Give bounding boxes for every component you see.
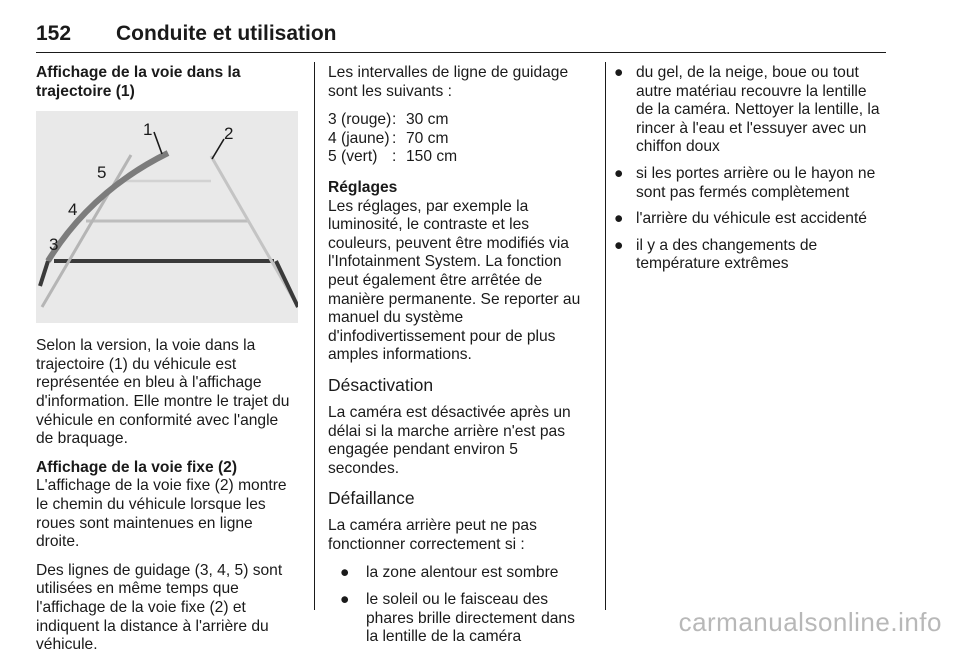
page-number: 152 (36, 22, 72, 45)
chapter-title: Conduite et utilisation (116, 22, 337, 45)
list-item (328, 591, 590, 647)
table-row (328, 148, 457, 167)
bullet-icon: ● (340, 564, 350, 582)
bullet-icon: ● (614, 64, 624, 81)
column-2 (328, 64, 590, 655)
interval-label: 3 (rouge) (328, 111, 392, 129)
list-item (612, 165, 888, 202)
interval-label: 4 (jaune) (328, 129, 390, 147)
interval-separator: : (392, 129, 397, 147)
interval-value: 150 cm (406, 148, 458, 166)
interval-separator: : (392, 111, 397, 129)
fixed-lane-text: L'affichage de la voie fixe (2) montre le chemin du véhicule lorsque les roues sont maintenues en ligne droite. (36, 477, 287, 551)
guide-lines-text: Des lignes de guidage (3, 4, 5) sont utilisées en même temps que l'affichage de la voie fixe (2) et indiquent la distance à l'arrière du véhicule. (36, 561, 283, 654)
settings-text: Les réglages, par exemple la luminosité, le contraste et les couleurs, peuvent être modifiés via l'Infotainment System. La fonction peut également être arrêtée de manière permanente. Se reporter au manuel du système d'infodivertissement pour de plus amples informations. (328, 197, 581, 364)
deactivation-heading: Désactivation (328, 374, 434, 395)
page-header (36, 22, 886, 53)
column-1 (36, 64, 298, 665)
bullet-icon: ● (614, 236, 624, 254)
list-item-text: si les portes arrière ou le hayon ne sont pas fermés complètement (636, 164, 876, 201)
column-divider-1 (314, 62, 315, 610)
list-item-text: le soleil ou le faisceau des phares brille directement dans la lentille de la caméra (366, 591, 575, 646)
list-item (612, 64, 888, 157)
figure-label-4: 4 (68, 200, 78, 220)
deactivation-text: La caméra est désactivée après un délai si la marche arrière n'est pas engagée pendant environ 5 secondes. (328, 403, 571, 477)
bullet-icon: ● (340, 591, 350, 609)
fixed-lane-heading: Affichage de la voie fixe (2) (36, 458, 238, 476)
figure-label-3: 3 (49, 235, 59, 255)
list-item-text: l'arrière du véhicule est accidenté (636, 210, 867, 228)
column-divider-2 (605, 62, 606, 610)
table-row (328, 111, 457, 130)
interval-label: 5 (vert) (328, 148, 378, 166)
column-3 (612, 64, 888, 282)
table-row (328, 130, 457, 149)
watermark: carmanualsonline.info (678, 607, 942, 637)
list-item-text: du gel, de la neige, boue ou tout autre matériau recouvre la lentille de la caméra. Nettoyer la lentille, la rincer à l'eau et l'essuyer avec un chiffon doux (636, 64, 880, 156)
lane-trajectory-text: Selon la version, la voie dans la trajectoire (1) du véhicule est représentée en bleu à l'affichage d'information. Elle montre le trajet du véhicule en conformité avec l'angle de braquage. (36, 337, 290, 448)
interval-value: 30 cm (406, 111, 449, 129)
list-item-text: la zone alentour est sombre (366, 564, 559, 582)
bullet-icon: ● (614, 210, 624, 228)
settings-heading: Réglages (328, 178, 398, 196)
list-item (328, 564, 590, 583)
failure-conditions-list-continued (612, 64, 888, 274)
bullet-icon: ● (614, 164, 624, 182)
interval-separator: : (392, 148, 397, 166)
figure-label-1: 1 (143, 120, 153, 140)
failure-conditions-list (328, 564, 590, 646)
list-item (612, 210, 888, 229)
failure-heading: Défaillance (328, 488, 415, 509)
rear-camera-guide-lines-figure (36, 111, 298, 323)
list-item (612, 237, 888, 274)
failure-text: La caméra arrière peut ne pas fonctionner correctement si : (328, 517, 537, 553)
interval-value: 70 cm (406, 129, 449, 147)
figure-label-2: 2 (224, 124, 234, 144)
guide-line-intervals-table (328, 111, 457, 167)
figure-label-5: 5 (97, 163, 107, 183)
lane-trajectory-heading: Affichage de la voie dans la trajectoire (1) (36, 64, 241, 100)
intervals-intro: Les intervalles de ligne de guidage sont les suivants : (328, 64, 569, 100)
list-item-text: il y a des changements de température extrêmes (636, 236, 818, 273)
